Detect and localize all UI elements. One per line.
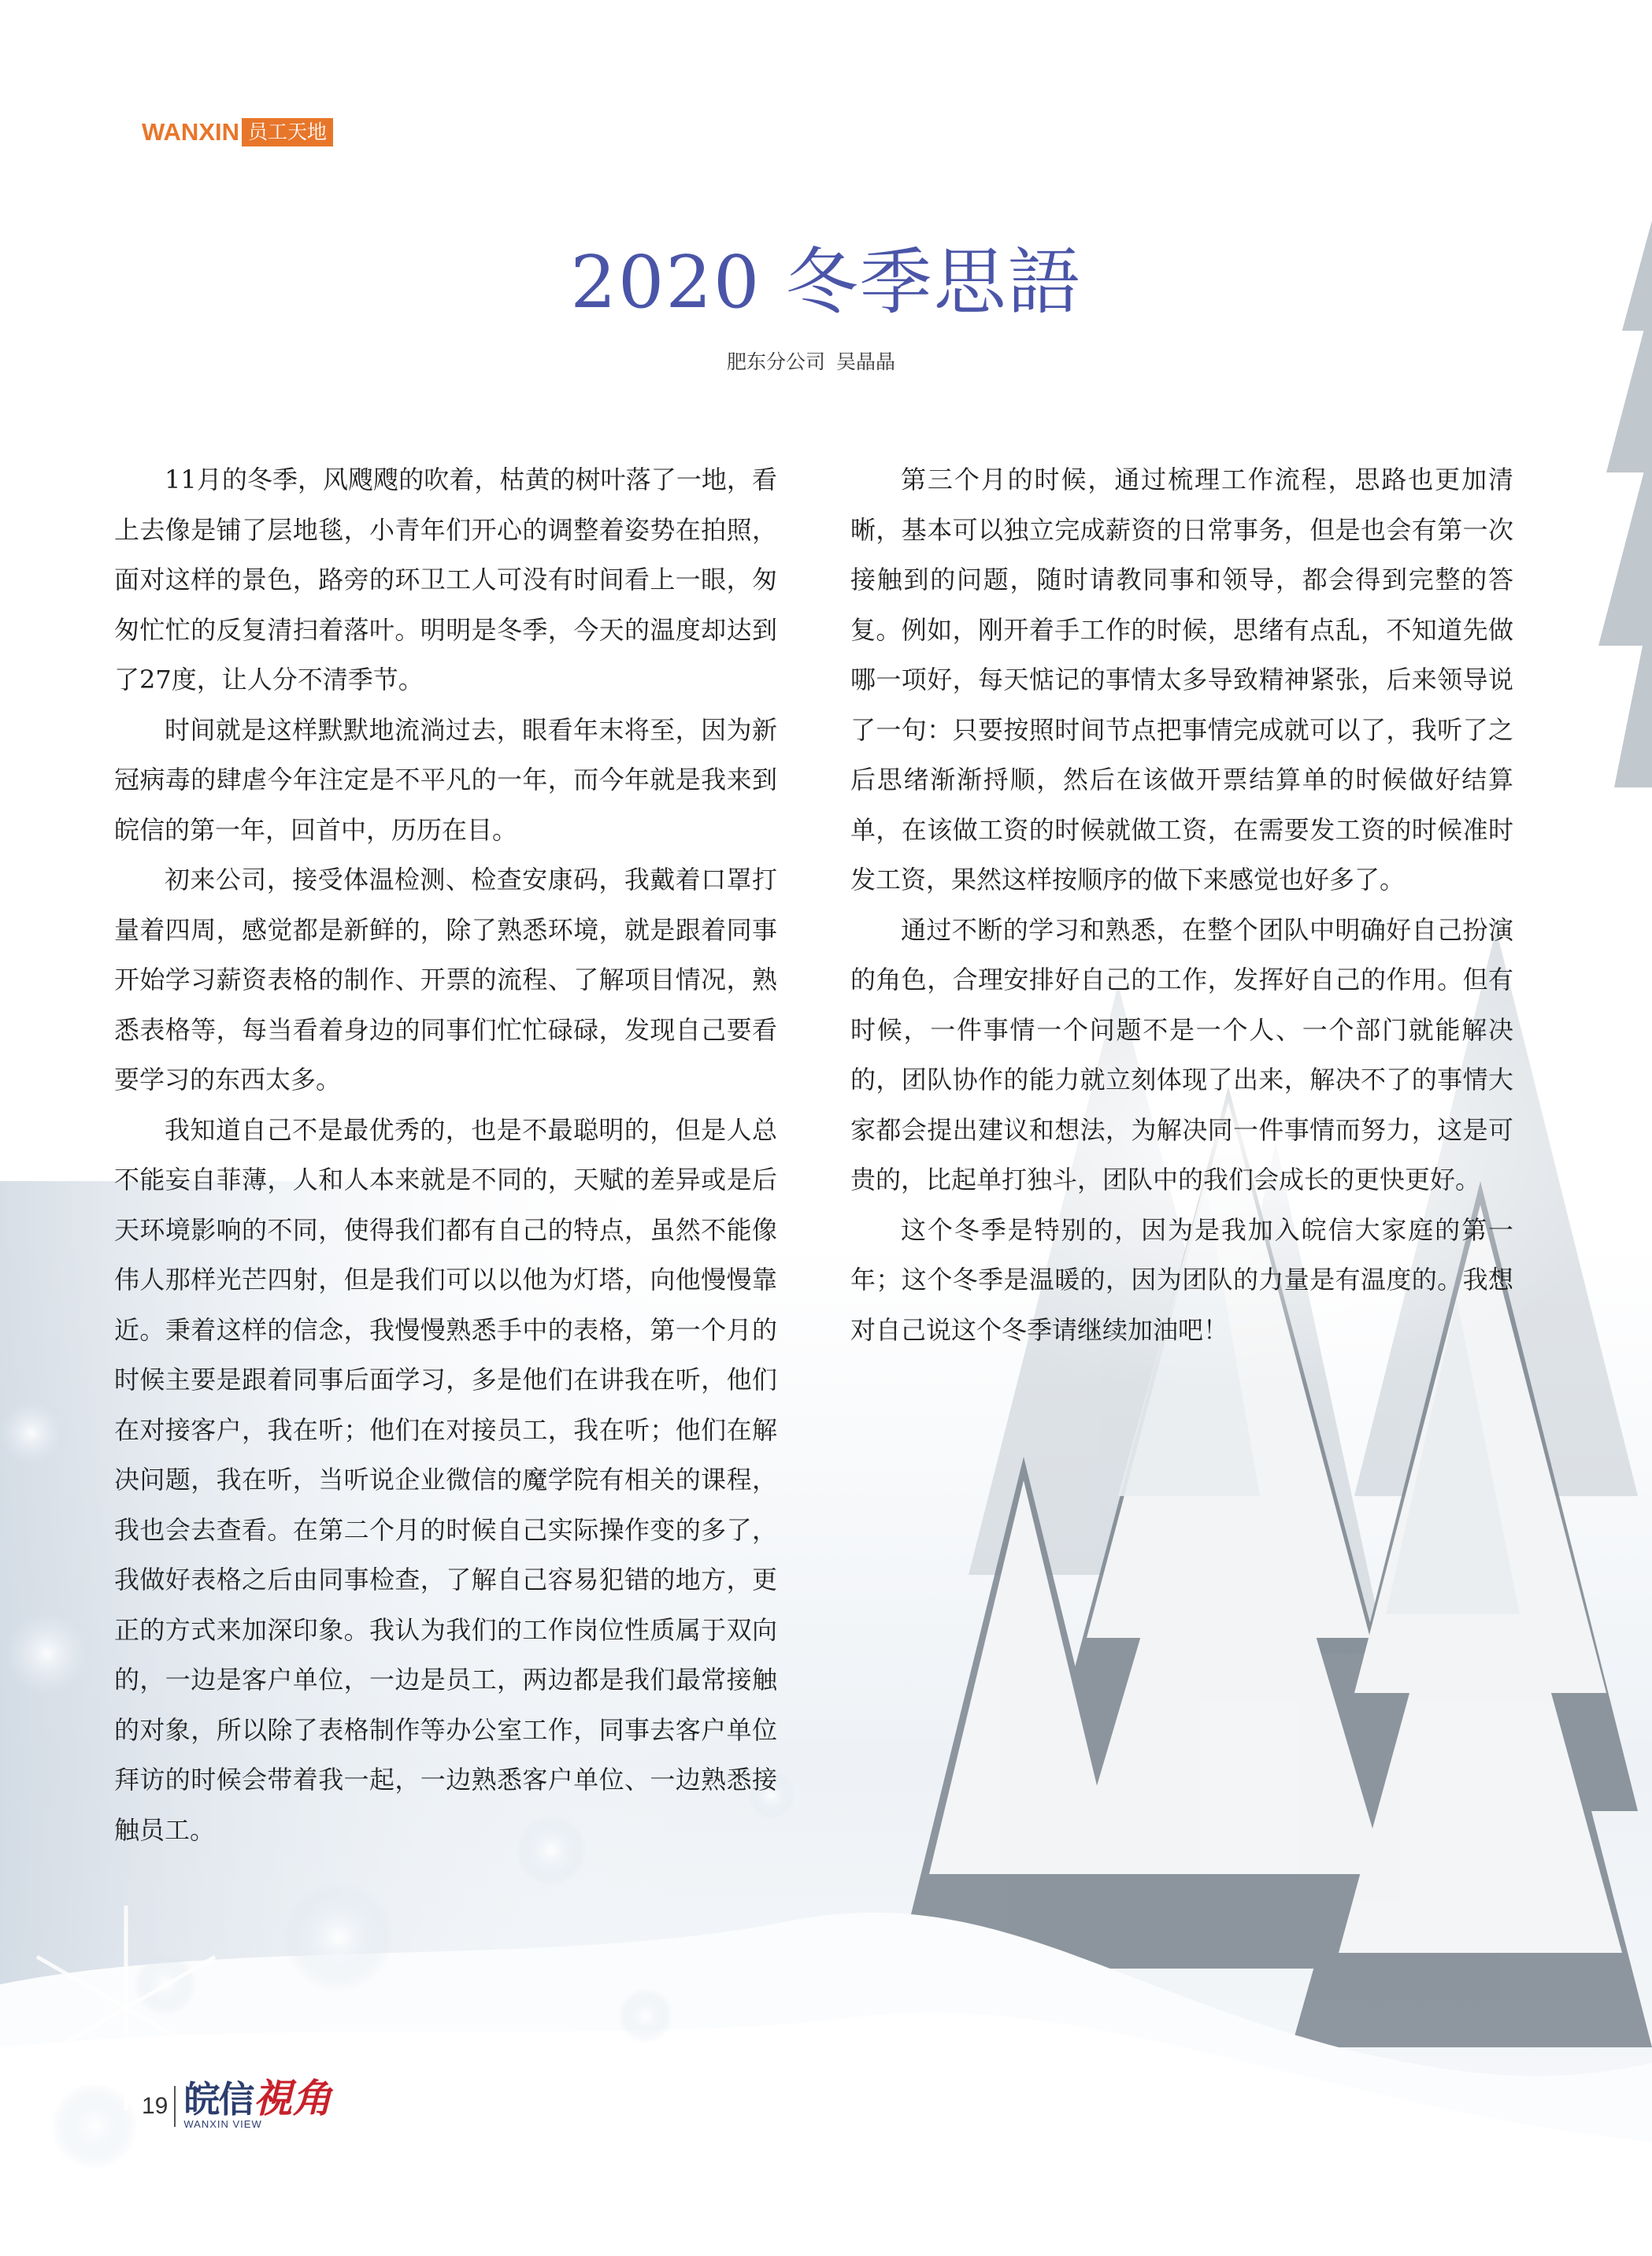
article-column-right	[850, 455, 1513, 1355]
page-number: 19	[142, 2093, 169, 2119]
brand-label: WANXIN	[142, 118, 239, 146]
paragraph: 通过不断的学习和熟悉，在整个团队中明确好自己扮演的角色，合理安排好自己的工作，发挥好自己的作用。但有时候，一件事情一个问题不是一个人、一个部门就能解决的，团队协作的能力就立刻体现了出来，解决不了的事情大家都会提出建议和想法，为解决同一件事情而努力，这是可贵的，比起单打独斗，团队中的我们会成长的更快更好。	[850, 914, 1513, 1195]
footer-divider	[174, 2086, 176, 2127]
paragraph: 第三个月的时候，通过梳理工作流程，思路也更加清晰，基本可以独立完成薪资的日常事务，但是也会有第一次接触到的问题，随时请教同事和领导，都会得到完整的答复。例如，刚开着手工作的时候，思绪有点乱，不知道先做哪一项好，每天惦记的事情太多导致精神紧张，后来领导说了一句：只要按照时间节点把事情完成就可以了，我听了之后思绪渐渐捋顺，然后在该做开票结算单的时候做好结算单，在该做工资的时候就做工资，在需要发工资的时候准时发工资，果然这样按顺序的做下来感觉也好多了。	[850, 465, 1513, 895]
magazine-name-cn-red: 視角	[253, 2075, 332, 2121]
paragraph: 11月的冬季，风飕飕的吹着，枯黄的树叶落了一地，看上去像是铺了层地毯，小青年们开心的调整着姿势在拍照，面对这样的景色，路旁的环卫工人可没有时间看上一眼，匆匆忙忙的反复清扫着落叶。明明是冬季，今天的温度却达到了27度，让人分不清季节。	[114, 465, 777, 695]
author-name: 吴晶晶	[836, 350, 896, 373]
article-title: 2020 冬季思語	[570, 240, 1082, 324]
section-tag	[142, 118, 333, 146]
paragraph: 这个冬季是特别的，因为是我加入皖信大家庭的第一年；这个冬季是温暖的，因为团队的力量是有温度的。我想对自己说这个冬季请继续加油吧！	[850, 1214, 1513, 1345]
byline	[0, 346, 1622, 375]
paragraph: 我知道自己不是最优秀的，也是不最聪明的，但是人总不能妄自菲薄，人和人本来就是不同的，天赋的差异或是后天环境影响的不同，使得我们都有自己的特点，虽然不能像伟人那样光芒四射，但是我们可以以他为灯塔，向他慢慢靠近。秉着这样的信念，我慢慢熟悉手中的表格，第一个月的时候主要是跟着同事后面学习，多是他们在讲我在听，他们在对接客户，我在听；他们在对接员工，我在听；他们在解决问题，我在听，当听说企业微信的魔学院有相关的课程，我也会去查看。在第二个月的时候自己实际操作变的多了，我做好表格之后由同事检查，了解自己容易犯错的地方，更正的方式来加深印象。我认为我们的工作岗位性质属于双向的，一边是客户单位，一边是员工，两边都是我们最常接触的对象，所以除了表格制作等办公室工作，同事去客户单位拜访的时候会带着我一起，一边熟悉客户单位、一边熟悉接触员工。	[114, 1114, 777, 1845]
page-footer	[142, 2075, 332, 2134]
paragraph: 时间就是这样默默地流淌过去，眼看年末将至，因为新冠病毒的肆虐今年注定是不平凡的一年，而今年就是我来到皖信的第一年，回首中，历历在目。	[114, 714, 777, 845]
author-unit: 肥东分公司	[726, 350, 825, 373]
magazine-logo	[183, 2075, 332, 2134]
paragraph: 初来公司，接受体温检测、检查安康码，我戴着口罩打量着四周，感觉都是新鲜的，除了熟悉环境，就是跟着同事开始学习薪资表格的制作、开票的流程、了解项目情况，熟悉表格等，每当看着身边的同事们忙忙碌碌，发现自己要看要学习的东西太多。	[114, 865, 777, 1095]
magazine-name-cn: 皖信	[183, 2078, 254, 2121]
magazine-name-en: WANXIN VIEW	[183, 2118, 262, 2130]
article-column-left	[114, 455, 777, 1855]
column-label: 员工天地	[242, 118, 333, 146]
